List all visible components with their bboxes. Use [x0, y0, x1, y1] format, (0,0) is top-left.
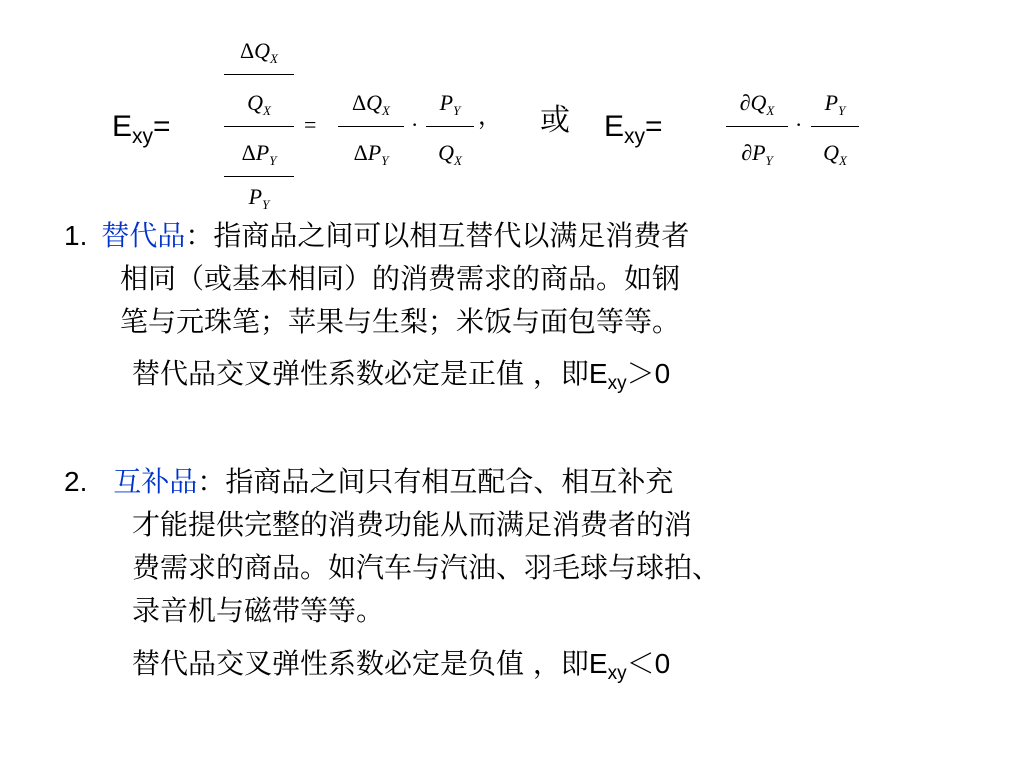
qx: $Q_X$ — [823, 140, 847, 168]
item-text: 指商品之间只有相互配合、相互补充 — [225, 465, 674, 498]
elasticity-symbol: $E_{xy}$ — [588, 358, 627, 394]
comparison-operator: ＜ — [626, 647, 655, 680]
qx-denominator: $Q_X$ — [247, 90, 271, 118]
delta-qx: $\Delta Q_X$ — [352, 90, 390, 118]
inner-fraction-bar-bottom — [224, 176, 294, 177]
fraction-bar — [426, 126, 474, 127]
delta-qx-numerator: $\Delta Q_X$ — [240, 38, 278, 66]
elasticity-symbol-right: $E_{xy}=$ — [604, 110, 663, 148]
item-number: 1. — [64, 220, 88, 251]
partial-qx: $\partial Q_X$ — [739, 90, 775, 118]
main-fraction-bar — [224, 126, 294, 127]
fraction-bar — [726, 126, 788, 127]
equals-sign: = — [304, 112, 317, 137]
item-2-line-3: 费需求的商品。如汽车与汽油、羽毛球与球拍、 — [132, 551, 721, 584]
item-1-line-1: 1. 替代品：指商品之间可以相互替代以满足消费者 — [64, 219, 690, 252]
comparison-operator: ＞ — [626, 357, 655, 390]
py-denominator: $P_Y$ — [248, 184, 270, 212]
item-term: 替代品 — [101, 219, 186, 252]
or-text: 或 — [540, 103, 570, 138]
item-2-conclusion: 替代品交叉弹性系数必定是负值 ，即$E_{xy}<0$ — [132, 647, 671, 684]
item-1-conclusion: 替代品交叉弹性系数必定是正值 ，即$E_{xy}>0$ — [132, 357, 671, 394]
qx: $Q_X$ — [438, 140, 462, 168]
elasticity-symbol: $E_{xy}$ — [588, 648, 627, 684]
py: $P_Y$ — [439, 90, 461, 118]
py: $P_Y$ — [824, 90, 846, 118]
comparison-value: 0 — [654, 648, 671, 679]
multiply-dot: · — [411, 112, 419, 137]
item-2-line-4: 录音机与磁带等等。 — [132, 594, 385, 627]
delta-py-numerator: $\Delta P_Y$ — [241, 140, 277, 168]
item-text: 指商品之间可以相互替代以满足消费者 — [213, 219, 690, 252]
multiply-dot: · — [795, 112, 803, 137]
partial-py: $\partial P_Y$ — [741, 140, 773, 168]
elasticity-symbol-left: $E_{xy}=$ — [112, 110, 171, 148]
delta-py: $\Delta P_Y$ — [353, 140, 389, 168]
item-2-line-1: 2. 互补品：指商品之间只有相互配合、相互补充 — [64, 465, 674, 498]
item-1-line-2: 相同（或基本相同）的消费需求的商品。如钢 — [120, 262, 681, 295]
fraction-bar — [811, 126, 859, 127]
comparison-value: 0 — [654, 358, 671, 389]
item-term: 互补品 — [113, 465, 198, 498]
item-number: 2. — [64, 466, 88, 497]
inner-fraction-bar-top — [224, 74, 294, 75]
formula-comma: ， — [478, 102, 502, 130]
item-1-line-3: 笔与元珠笔；苹果与生梨；米饭与面包等等。 — [120, 305, 681, 338]
item-2-line-2: 才能提供完整的消费功能从而满足消费者的消 — [132, 508, 693, 541]
fraction-bar — [338, 126, 404, 127]
